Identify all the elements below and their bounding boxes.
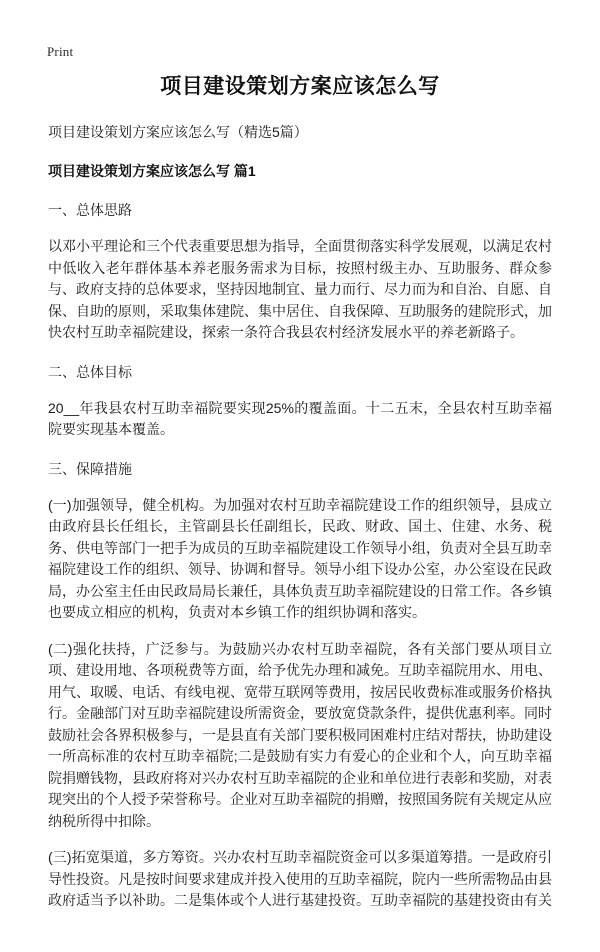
section-heading-1: 一、总体思路 bbox=[48, 202, 132, 218]
measure-paragraph-3: (三)拓宽渠道，多方筹资。兴办农村互助幸福院资金可以多渠道筹措。一是政府引导性投资。凡是按时间要求建成并投入使用的互助幸福院，院内一些所需物品由县政府适当予以补助。二是集体或个人进行基建投资。互助幸福院的基建投资由有关 bbox=[48, 849, 552, 908]
article-heading: 项目建设策划方案应该怎么写 篇1 bbox=[48, 163, 256, 179]
page-title: 项目建设策划方案应该怎么写 bbox=[160, 75, 440, 98]
section-body-2: 20__年我县农村互助幸福院要实现25%的覆盖面。十二五末，全县农村互助幸福院要实现基本覆盖。 bbox=[48, 399, 552, 437]
measure-paragraph-1: (一)加强领导，健全机构。为加强对农村互助幸福院建设工作的组织领导，县成立由政府县长任组长，主管副县长任副组长，民政、财政、国土、住建、水务、税务、供电等部门一把手为成员的互助幸福院建设工作领导小组，负责对全县互助幸福院建设工作的组织、领导、协调和督导。领导小组下设办公室，办公室设在民政局，办公室主任由民政局局长兼任，具体负责互助幸福院建设的日常工作。各乡镇也要成立相应的机构，负责对本乡镇工作的组织协调和落实。 bbox=[48, 496, 552, 620]
print-marker: Print bbox=[47, 44, 74, 59]
document-content bbox=[48, 68, 552, 952]
measure-paragraph-2: (二)强化扶持，广泛参与。为鼓励兴办农村互助幸福院，各有关部门要从项目立项、建设用地、各项税费等方面，给予优先办理和减免。互助幸福院用水、用电、用气、取暖、电话、有线电视、宽带互联网等费用，按居民收费标准或服务价格执行。金融部门对互助幸福院建设所需资金，要放宽贷款条件，提供优惠利率。同时鼓励社会各界积极参与，一是县直有关部门要积极同困难村庄结对帮扶，协助建设一所高标准的农村互助幸福院;二是鼓励有实力有爱心的企业和个人，向互助幸福院捐赠钱物，县政府将对兴办农村互助幸福院的企业和单位进行表彰和奖励，对表现突出的个人授予荣誉称号。企业对互助幸福院的捐赠，按照国务院有关规定从应纳税所得中扣除。 bbox=[48, 640, 552, 829]
section-heading-3: 三、保障措施 bbox=[48, 460, 132, 477]
section-body-1: 以邓小平理论和三个代表重要思想为指导，全面贯彻落实科学发展观，以满足农村中低收入老年群体基本养老服务需求为目标，按照村级主办、互助服务、群众参与、政府支持的总体要求，坚持因地制宜、量力而行、尽力而为和自治、自愿、自保、自助的原则，采取集体建院、集中居住、自我保障、互助服务的建院形式，加快农村互助幸福院建设，探索一条符合我县农村经济发展水平的养老新路子。 bbox=[48, 238, 552, 340]
page-bottom-spacer bbox=[48, 912, 552, 952]
section-heading-2: 二、总体目标 bbox=[48, 363, 132, 380]
document-subtitle: 项目建设策划方案应该怎么写（精选5篇） bbox=[48, 124, 308, 140]
